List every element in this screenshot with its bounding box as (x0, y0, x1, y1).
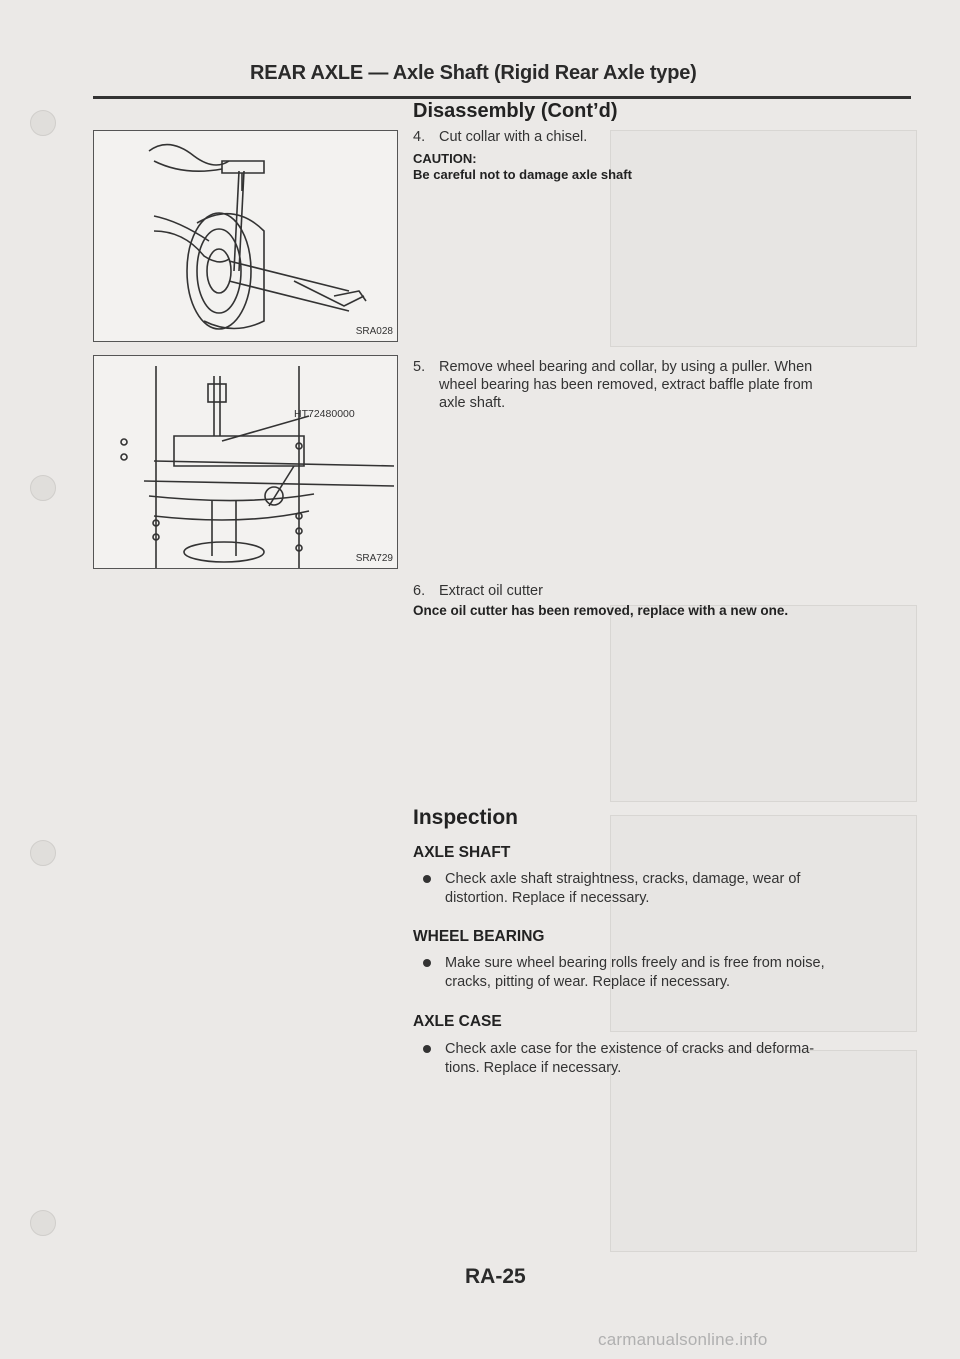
binder-hole (30, 110, 56, 136)
caution-label: CAUTION: (413, 151, 477, 166)
ghost-figure (610, 130, 917, 347)
step-text: Cut collar with a chisel. (439, 129, 588, 145)
bullet-icon (423, 1045, 431, 1053)
watermark: carmanualsonline.info (598, 1330, 768, 1349)
step-number: 6. (413, 583, 426, 599)
inspection-title: Inspection (413, 806, 519, 829)
figure-chisel-collar (93, 130, 398, 342)
ghost-figure (610, 815, 917, 1032)
step-number: 5. (413, 359, 426, 375)
group-heading: WHEEL BEARING (413, 928, 545, 945)
binder-hole (30, 475, 56, 501)
ghost-figure (610, 1050, 917, 1252)
step-text: Extract oil cutter (439, 583, 543, 599)
section-title: Disassembly (Cont’d) (413, 100, 618, 122)
bullet-item (423, 1040, 814, 1078)
bullet-line: cracks, pitting of wear. Replace if necessary. (445, 974, 731, 990)
bullet-line: distortion. Replace if necessary. (445, 890, 650, 906)
figure-wheel-puller (93, 355, 398, 569)
caution-text: Be careful not to damage axle shaft (413, 167, 632, 182)
chisel-illustration (94, 131, 397, 341)
figure-code: SRA028 (355, 326, 393, 337)
group-heading: AXLE SHAFT (413, 844, 511, 861)
step-note: Once oil cutter has been removed, replace with a new one. (413, 603, 789, 618)
bullet-icon (423, 959, 431, 967)
page-number: RA-25 (465, 1265, 526, 1288)
step-line: axle shaft. (439, 395, 506, 411)
figure-code: SRA729 (355, 553, 393, 564)
step-5 (413, 358, 813, 412)
bullet-line: Check axle case for the existence of cracks and deforma- (445, 1041, 815, 1057)
ghost-figure (610, 605, 917, 802)
tool-number: HT72480000 (294, 408, 355, 420)
binder-hole (30, 1210, 56, 1236)
step-line: wheel bearing has been removed, extract baffle plate from (439, 377, 813, 393)
bullet-icon (423, 875, 431, 883)
bullet-line: tions. Replace if necessary. (445, 1060, 622, 1076)
step-line: Remove wheel bearing and collar, by using a puller. When (439, 359, 813, 375)
bullet-line: Check axle shaft straightness, cracks, damage, wear of (445, 871, 801, 887)
binder-hole (30, 840, 56, 866)
step-6 (413, 582, 543, 600)
step-number: 4. (413, 129, 426, 145)
bullet-line: Make sure wheel bearing rolls freely and is free from noise, (445, 955, 825, 971)
bullet-item (423, 954, 825, 992)
puller-illustration (94, 356, 397, 568)
bullet-item (423, 870, 800, 908)
page-header: REAR AXLE — Axle Shaft (Rigid Rear Axle type) (250, 62, 697, 84)
header-rule (93, 96, 911, 99)
step-4 (413, 128, 587, 146)
group-heading: AXLE CASE (413, 1013, 502, 1030)
